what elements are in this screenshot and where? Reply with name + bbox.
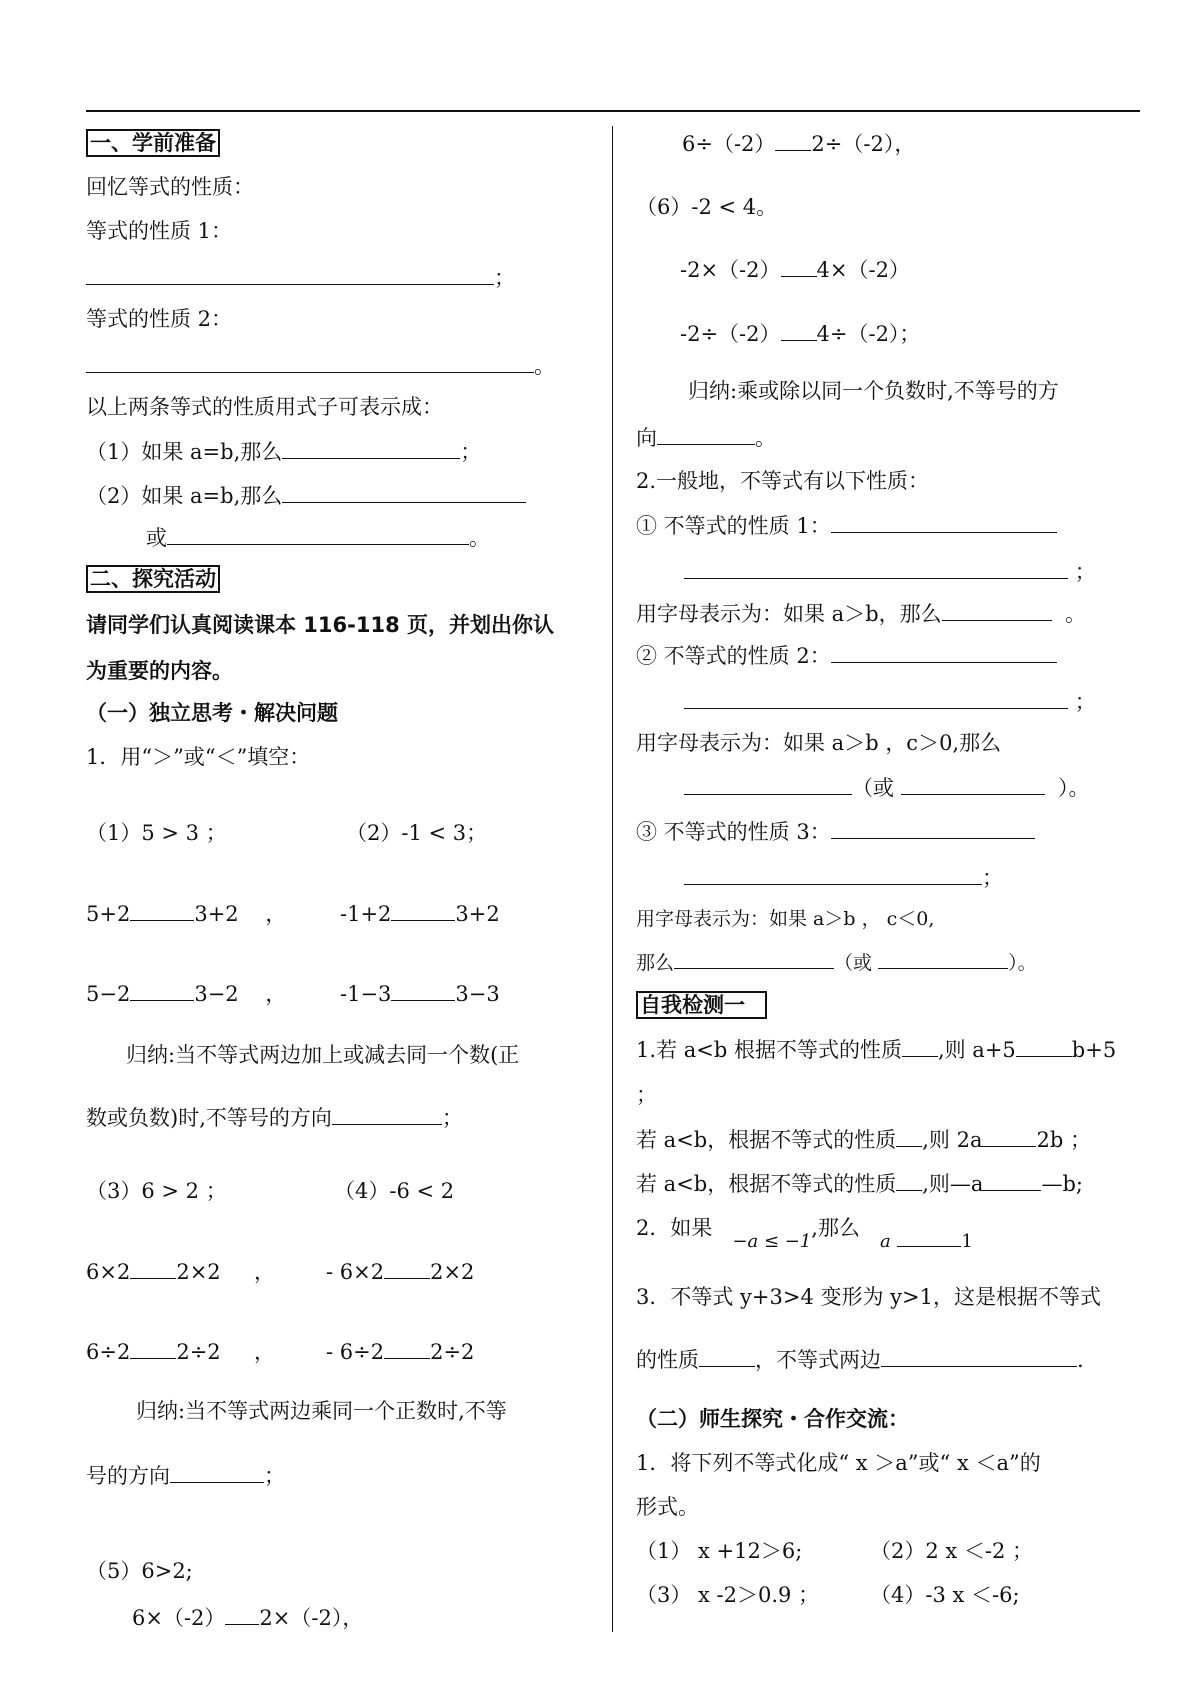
letter-form-2: 用字母表示为：如果 a＞b ，c＞0,那么 <box>636 731 1002 755</box>
general-properties: 2.一般地，不等式有以下性质： <box>636 469 930 493</box>
summary-2-line-2[interactable]: 号的方向 ； <box>86 1460 285 1491</box>
top-rule <box>86 110 1140 112</box>
fill-row-8[interactable]: -2÷（-2） 4÷（-2）； <box>680 318 920 349</box>
cooperation-question-1: 1．将下列不等式化成“ x ＞a”或“ x ＜a”的 <box>636 1451 1041 1475</box>
item-2-or[interactable]: 或 。 <box>146 522 490 553</box>
letter-form-1[interactable]: 用字母表示为：如果 a＞b，那么 。 <box>636 598 1086 629</box>
inequality-property-1[interactable]: ① 不等式的性质 1： <box>636 510 1057 541</box>
example-3: （3）6 > 2 ； <box>86 1179 227 1203</box>
example-5: （5）6>2; <box>86 1559 193 1583</box>
fill-row-4-left[interactable]: 6÷2 2÷2 ， <box>86 1336 275 1367</box>
letter-form-2-blanks[interactable]: （或 ）。 <box>684 772 1090 803</box>
fill-row-6[interactable]: 6÷（-2） 2÷（-2）， <box>682 128 915 159</box>
subsection-1-heading: （一）独立思考・解决问题 <box>86 701 338 725</box>
inequality-property-2-blank[interactable]: ； <box>684 686 1096 717</box>
property-2-blank[interactable]: 。 <box>86 350 555 381</box>
reading-instruction-2: 为重要的内容。 <box>86 659 233 683</box>
example-2: （2）-1 < 3； <box>346 821 488 845</box>
self-check-5-line-1: 3．不等式 y+3>4 变形为 y>1，这是根据不等式 <box>636 1285 1101 1309</box>
property-1-blank[interactable]: ； <box>86 262 515 293</box>
subsection-2-heading: （二）师生探究・合作交流： <box>636 1407 909 1431</box>
self-check-4[interactable]: 2．如果 −a ≤ −1,那么 a 1 <box>636 1216 973 1252</box>
fill-row-3-right[interactable]: - 6×2 2×2 <box>326 1256 474 1287</box>
property-2-label: 等式的性质 2： <box>86 307 233 331</box>
self-check-1-end: ； <box>636 1083 657 1107</box>
inequality-property-2[interactable]: ② 不等式的性质 2： <box>636 640 1057 671</box>
fill-row-5[interactable]: 6×（-2） 2×（-2）， <box>132 1602 363 1633</box>
self-check-heading: 自我检测一 <box>636 990 767 1020</box>
item-1[interactable]: （1）如果 a=b,那么 ； <box>86 436 481 467</box>
item-2[interactable]: （2）如果 a=b,那么 <box>86 480 526 511</box>
fill-row-1-left[interactable]: 5+2 3+2 ， <box>86 898 286 929</box>
section-2-heading: 二、探究活动 <box>86 564 220 594</box>
inequality-property-3[interactable]: ③ 不等式的性质 3： <box>636 816 1035 847</box>
inequality-property-1-blank[interactable]: ； <box>684 556 1096 587</box>
letter-form-3: 用字母表示为：如果 a＞b ， c＜0, <box>636 908 935 930</box>
reading-instruction-1: 请同学们认真阅读课本 116-118 页，并划出你认 <box>86 613 555 637</box>
section-1-heading: 一、学前准备 <box>86 128 220 158</box>
self-check-3[interactable]: 若 a<b，根据不等式的性质 ,则—a —b; <box>636 1168 1083 1199</box>
fill-row-4-right[interactable]: - 6÷2 2÷2 <box>326 1336 474 1367</box>
exercise-2: （2）2 x ＜-2 ； <box>870 1539 1034 1563</box>
example-4: （4）-6 < 2 <box>334 1179 455 1203</box>
summary-1-line-1: 归纳:当不等式两边加上或减去同一个数(正 <box>126 1043 520 1067</box>
expression-intro: 以上两条等式的性质用式子可表示成： <box>86 395 443 419</box>
cooperation-question-1-end: 形式。 <box>636 1495 699 1519</box>
summary-2-line-1: 归纳:当不等式两边乘同一个正数时,不等 <box>136 1399 507 1423</box>
fill-row-3-left[interactable]: 6×2 2×2 ， <box>86 1256 275 1287</box>
exercise-1: （1） x +12＞6; <box>636 1539 803 1563</box>
column-divider <box>612 126 613 1632</box>
exercise-4: （4）-3 x ＜-6; <box>870 1583 1020 1607</box>
example-6: （6）-2 < 4。 <box>636 195 778 219</box>
recall-line: 回忆等式的性质： <box>86 175 254 199</box>
fill-row-7[interactable]: -2×（-2） 4×（-2） <box>680 254 910 285</box>
exercise-3: （3） x -2＞0.9 ； <box>636 1583 820 1607</box>
summary-1-line-2[interactable]: 数或负数)时,不等号的方向 ； <box>86 1102 463 1133</box>
fill-row-1-right[interactable]: -1+2 3+2 <box>340 898 500 929</box>
inequality-property-3-blank[interactable]: ； <box>684 862 1003 893</box>
fill-row-2-right[interactable]: -1−3 3−3 <box>340 978 500 1009</box>
letter-form-3-blanks[interactable]: 那么 （或 ）。 <box>636 946 1037 978</box>
property-1-label: 等式的性质 1： <box>86 219 233 243</box>
self-check-5-line-2[interactable]: 的性质 ，不等式两边 . <box>636 1344 1084 1375</box>
self-check-1[interactable]: 1.若 a<b 根据不等式的性质 ,则 a+5 b+5 <box>636 1034 1116 1065</box>
self-check-2[interactable]: 若 a<b，根据不等式的性质 ,则 2a 2b ； <box>636 1124 1091 1155</box>
question-1: 1．用“＞”或“＜”填空： <box>86 745 311 769</box>
summary-3-line-1: 归纳:乘或除以同一个负数时,不等号的方 <box>688 379 1059 403</box>
summary-3-line-2[interactable]: 向 。 <box>636 422 776 453</box>
example-1: （1）5 > 3 ； <box>86 821 227 845</box>
fill-row-2-left[interactable]: 5−2 3−2 ， <box>86 978 286 1009</box>
